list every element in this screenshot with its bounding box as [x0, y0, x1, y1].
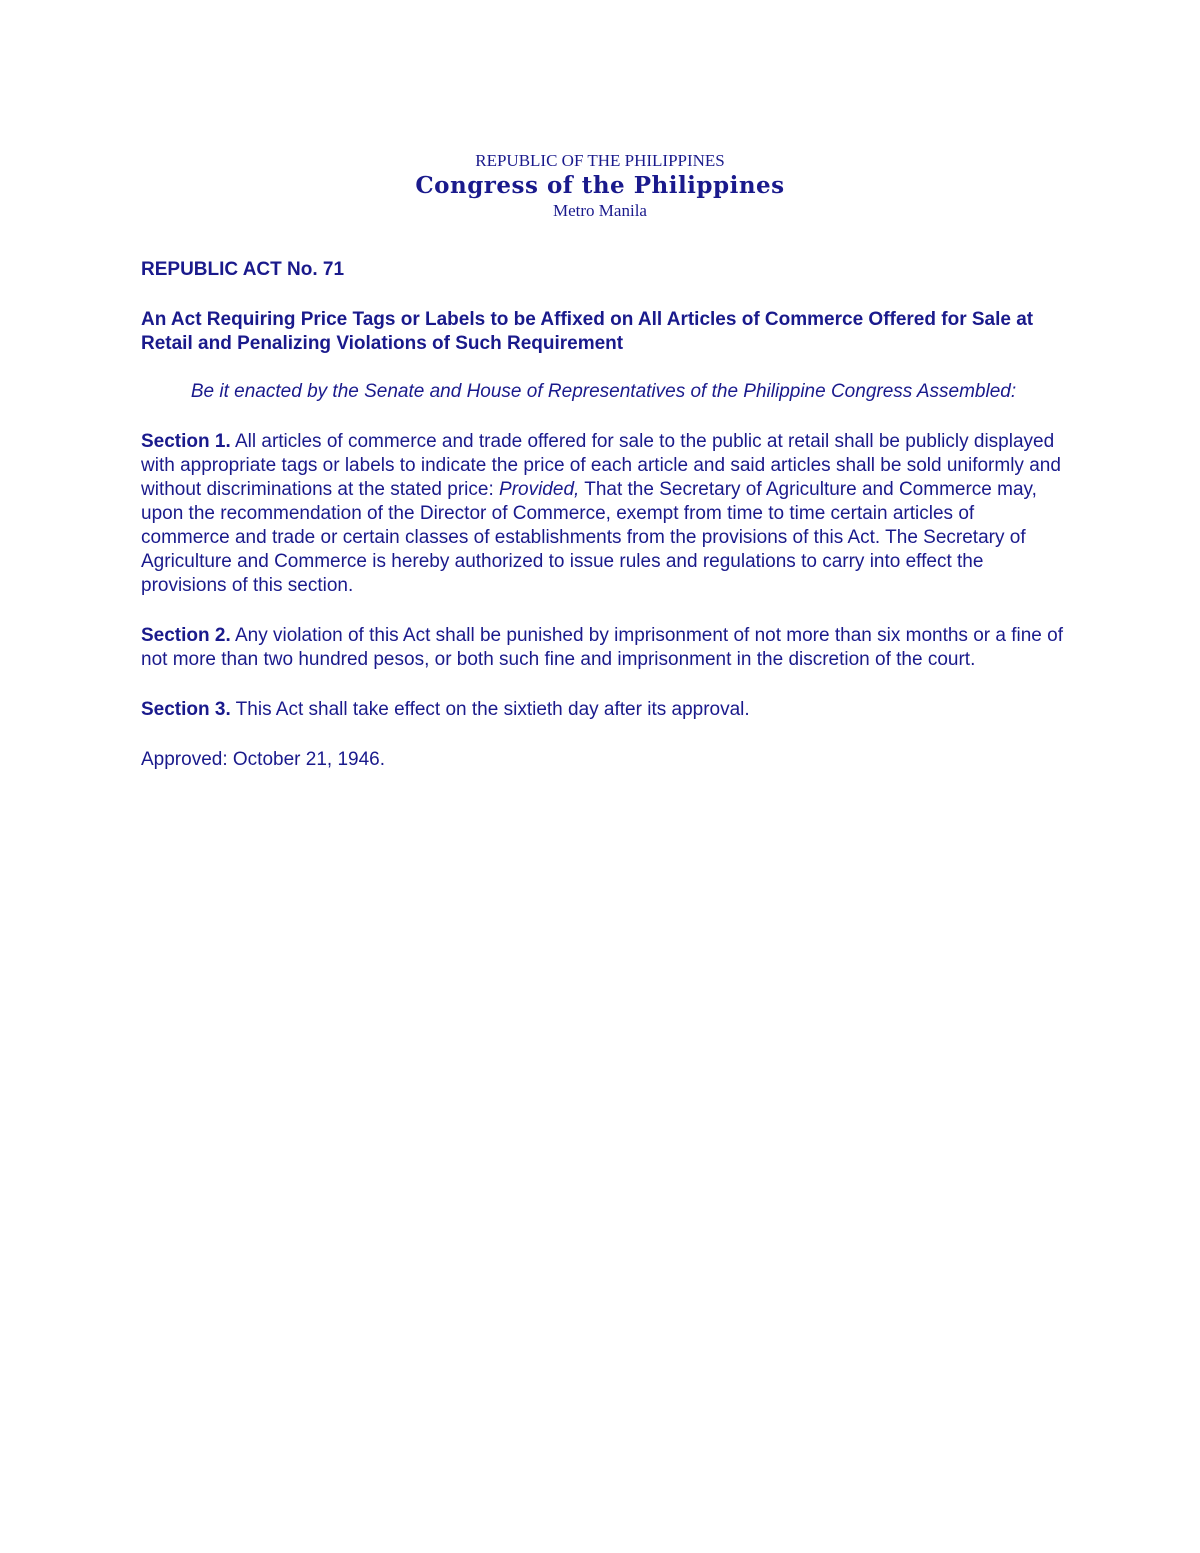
- location-heading: Metro Manila: [553, 201, 647, 220]
- section-1-label: Section 1.: [141, 431, 231, 452]
- section-3-label: Section 3.: [141, 699, 231, 720]
- approval-date: Approved: October 21, 1946.: [141, 749, 385, 770]
- section-1-text-before: All articles of commerce and trade offered for sale to the public at retail shall be publicly displayed with appropriate tags or labels to indicate the price of each article and said articles shall be sold uniformly and without discriminations at the stated price:: [141, 431, 1061, 500]
- document-body: [141, 258, 1066, 772]
- section-2-text: Any violation of this Act shall be punished by imprisonment of not more than six months or a fine of not more than two hundred pesos, or both such fine and imprisonment in the discretion of the court.: [141, 625, 1063, 670]
- section-2-label: Section 2.: [141, 625, 231, 646]
- act-number: REPUBLIC ACT No. 71: [141, 259, 345, 280]
- congress-heading: Congress of the Philippines: [415, 172, 785, 199]
- act-title: An Act Requiring Price Tags or Labels to be Affixed on All Articles of Commerce Offered for Sale at Retail and Penalizing Violations of Such Requirement: [141, 309, 1034, 354]
- section-1-text-after: That the Secretary of Agriculture and Commerce may, upon the recommendation of the Director of Commerce, exempt from time to time certain articles of commerce and trade or certain classes of establishments from the provisions of this Act. The Secretary of Agriculture and Commerce is hereby authorized to issue rules and regulations to carry into effect the provisions of this section.: [141, 479, 1037, 596]
- section-2: [141, 624, 1066, 672]
- section-3: [141, 698, 1066, 722]
- section-1-emphasis: Provided,: [499, 479, 580, 500]
- section-1: [141, 430, 1066, 598]
- republic-heading: REPUBLIC OF THE PHILIPPINES: [475, 151, 725, 170]
- document-header: [0, 150, 1200, 222]
- enacting-clause: Be it enacted by the Senate and House of Representatives of the Philippine Congress Assembled:: [190, 381, 1017, 402]
- section-3-text: This Act shall take effect on the sixtieth day after its approval.: [230, 699, 750, 720]
